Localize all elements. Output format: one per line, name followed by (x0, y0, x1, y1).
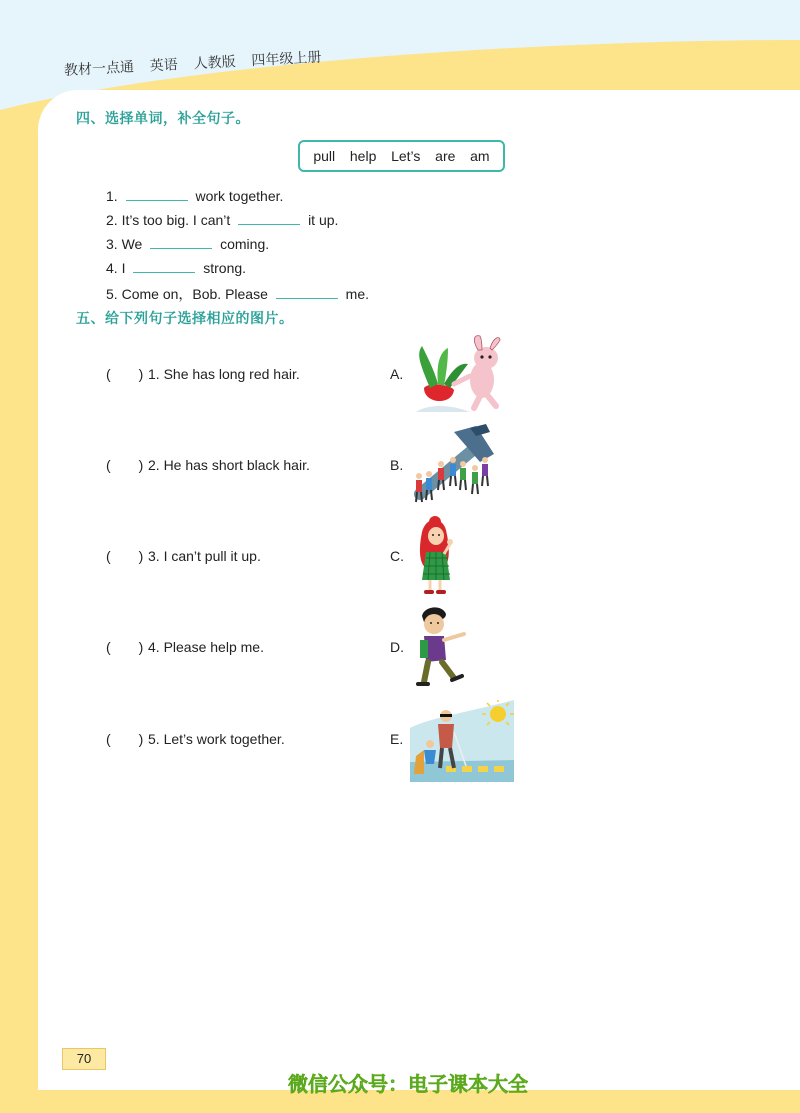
match-sentence: 4. Please help me. (148, 639, 264, 655)
match-row-3 (106, 548, 261, 564)
header-subject: 英语 (149, 56, 179, 74)
boy-black-hair-pointing-image (414, 604, 470, 690)
fill-question-4 (106, 260, 246, 276)
question-text-after: me. (345, 286, 370, 302)
header-grade: 四年级上册 (250, 48, 322, 69)
answer-blank[interactable] (133, 271, 195, 273)
answer-parens[interactable]: ( ) (106, 639, 144, 655)
option-letter-e: E. (390, 731, 404, 747)
option-letter-d: D. (390, 639, 404, 655)
question-number: 5. (106, 286, 118, 302)
question-text-after: strong. (203, 260, 247, 276)
answer-parens[interactable]: ( ) (106, 366, 144, 382)
answer-parens[interactable]: ( ) (106, 548, 144, 564)
blind-man-crosswalk-image (410, 700, 514, 782)
match-row-2 (106, 457, 310, 473)
fill-question-2 (106, 212, 338, 228)
question-text-before: Come on，Bob. Please (121, 286, 268, 302)
match-row-1 (106, 366, 300, 382)
fill-question-5 (106, 284, 369, 304)
question-number: 1. (106, 188, 118, 204)
header-edition: 人教版 (193, 53, 236, 72)
question-text-before: It’s too big. I can’t (121, 212, 231, 228)
answer-blank[interactable] (150, 247, 212, 249)
match-sentence: 2. He has short black hair. (148, 457, 310, 473)
question-text-after: it up. (308, 212, 339, 228)
rabbit-pulling-radish-image (410, 334, 516, 414)
match-sentence: 5. Let’s work together. (148, 731, 285, 747)
header-book: 教材一点通 (63, 58, 135, 78)
answer-parens[interactable]: ( ) (106, 457, 144, 473)
kids-carrying-giant-hammer-image (410, 424, 502, 508)
section5-title: 五、给下列句子选择相应的图片。 (76, 311, 294, 327)
word-bank (298, 140, 505, 172)
answer-blank[interactable] (276, 297, 338, 299)
match-row-5 (106, 731, 285, 747)
question-number: 2. (106, 212, 118, 228)
answer-blank[interactable] (126, 199, 188, 201)
girl-red-hair-image (414, 512, 464, 598)
match-sentence: 1. She has long red hair. (148, 366, 300, 382)
question-text-before: I (121, 260, 126, 276)
option-letter-c: C. (390, 548, 404, 564)
word-bank-item: Let’s (391, 148, 421, 164)
question-number: 3. (106, 236, 118, 252)
question-number: 4. (106, 260, 118, 276)
question-text-before: We (121, 236, 143, 252)
fill-question-3 (106, 236, 269, 252)
option-letter-b: B. (390, 457, 404, 473)
match-sentence: 3. I can’t pull it up. (148, 548, 261, 564)
question-text-after: coming. (220, 236, 270, 252)
word-bank-item: am (470, 148, 490, 164)
question-text-after: work together. (195, 188, 284, 204)
word-bank-item: are (435, 148, 456, 164)
watermark: 微信公众号：电子课本大全 (288, 1072, 528, 1096)
answer-parens[interactable]: ( ) (106, 731, 144, 747)
word-bank-item: pull (313, 148, 336, 164)
fill-question-1 (106, 188, 283, 204)
page-number: 70 (62, 1048, 106, 1070)
section4-title: 四、选择单词，补全句子。 (76, 111, 250, 127)
match-row-4 (106, 639, 264, 655)
option-letter-a: A. (390, 366, 404, 382)
answer-blank[interactable] (238, 223, 300, 225)
word-bank-item: help (349, 148, 377, 164)
